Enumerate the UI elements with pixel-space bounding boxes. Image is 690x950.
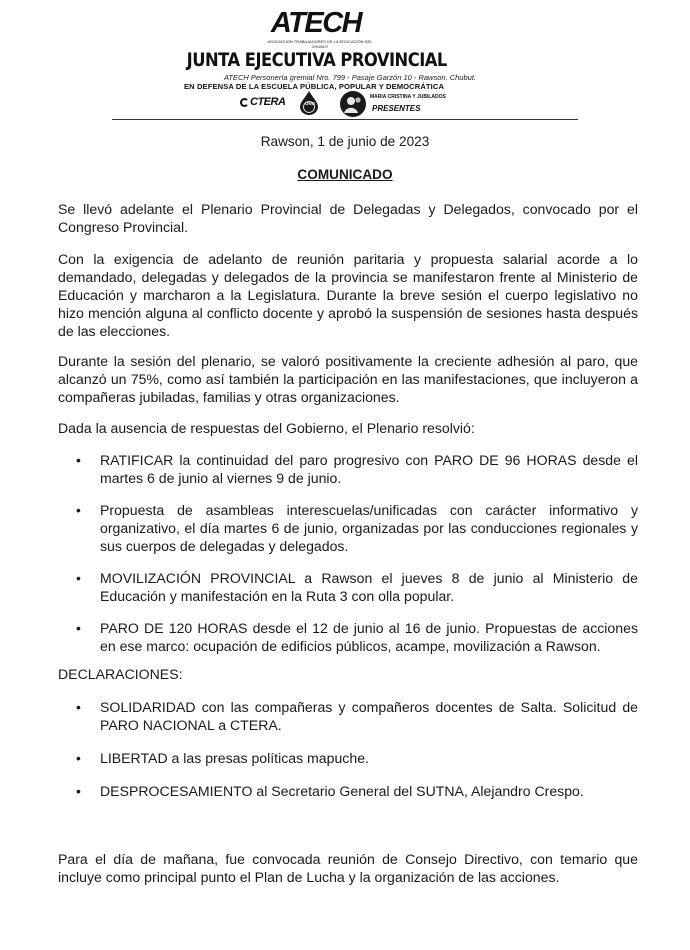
partner-logos xyxy=(240,90,520,118)
document-page: ATECH ASOCIACIÓN TRABAJADORES DE LA EDUCACIÓN DEL CHUBUT JUNTA EJECUTIVA PROVINCIAL ATECH Personería gremial Nro. 799 - Pasaje Garzón 10 - Rawson. Chubut. EN DEFENSA DE LA ESCUELA PÚBLICA, POPULAR Y DEMOCRÁTICA CTERA ONG MARIA CRISTINA Y JUBILADOS PRESENTES Rawson, 1 de junio de 2023 COMUNICADO Se llevó adelante el Plenario Provincial de Delegadas y Delegados, convocado por el Congreso Provincial. Con la exigencia de adelanto de reunión paritaria y propuesta salarial acorde a lo demandado, delegadas y delegados de la provincia se manifestaron frente al Ministerio de Educación y marcharon a la Legislatura. Durante la breve sesión el cuerpo legislativo no hizo mención alguna al conflicto docente y aprobó la suspensión de sesiones hasta después de las elecciones. Durante la sesión del plenario, se valoró positivamente la creciente adhesión al paro, que alcanzó un 75%, como así también la participación en las manifestaciones, que incluyeron a compañeras jubiladas, familias y otras organizaciones. Dada la ausencia de respuestas del Gobierno, el Plenario resolvió: • RATIFICAR la continuidad del paro progresivo con PARO DE 96 HORAS desde el martes 6 de junio al viernes 9 de junio. • Propuesta de asambleas interescuelas/unificadas con carácter informativo y organizativo, el día martes 6 de junio, organizadas por las conducciones regionales y sus cuerpos de delegadas y delegados. • MOVILIZACIÓN PROVINCIAL a Rawson el jueves 8 de junio al Ministerio de Educación y manifestación en la Ruta 3 con olla popular. • PARO DE 120 HORAS desde el 12 de junio al 16 de junio. Propuestas de acciones en ese marco: ocupación de edificios públicos, acampe, movilización a Rawson. DECLARACIONES: • SOLIDARIDAD con las compañeras y compañeros docentes de Salta. Solicitud de PARO NACIONAL a CTERA. • LIBERTAD a las presas políticas mapuche. • DESPROCESAMIENTO al Secretario General del SUTNA, Alejandro Crespo. Para el día de mañana, fue convocada reunión de Consejo Directivo, con temario que incluye como principal punto el Plan de Lucha y la organización de las acciones. xyxy=(0,0,690,950)
portrait-badge-icon xyxy=(340,91,366,117)
bullet-icon: • xyxy=(76,620,81,636)
ctera-logo: CTERA xyxy=(240,96,285,108)
ctera-c-icon xyxy=(240,98,249,107)
closing-paragraph: Para el día de mañana, fue convocada reunión de Consejo Directivo, con temario que incluye como principal punto el Plan de Lucha y la organización de las acciones. xyxy=(58,851,638,885)
atech-logo: ATECH xyxy=(270,7,362,39)
bullet-icon: • xyxy=(76,570,81,586)
paragraph-4: Dada la ausencia de respuestas del Gobierno, el Plenario resolvió: xyxy=(58,420,475,436)
drop-logo-text: ONG xyxy=(304,101,316,106)
logo-subtitle: ASOCIACIÓN TRABAJADORES DE LA EDUCACIÓN DEL CHUBUT xyxy=(267,39,373,49)
presentes-label: PRESENTES xyxy=(372,104,421,113)
paragraph-2: Con la exigencia de adelanto de reunión paritaria y propuesta salarial acorde a lo demandado, delegadas y delegados de la provincia se manifestaron frente al Ministerio de Educación y marcharon a la Legislatura. Durante la breve sesión el cuerpo legislativo no hizo mención alguna al conflicto docente y aprobó la suspensión de sesiones hasta después de las elecciones. xyxy=(58,251,638,339)
paragraph-1: Se llevó adelante el Plenario Provincial de Delegadas y Delegados, convocado por el Congreso Provincial. xyxy=(58,201,638,235)
bullet-icon: • xyxy=(76,783,81,799)
paragraph-3: Durante la sesión del plenario, se valoró positivamente la creciente adhesión al paro, que alcanzó un 75%, como así también la participación en las manifestaciones, que incluyeron a compañeras jubiladas, familias y otras organizaciones. xyxy=(58,353,638,405)
letterhead xyxy=(150,6,590,118)
bullet-icon: • xyxy=(76,502,81,518)
presentes-caption: MARIA CRISTINA Y JUBILADOS xyxy=(370,94,446,100)
bullet-icon: • xyxy=(76,750,81,766)
bullet-icon: • xyxy=(76,452,81,468)
bullet-icon: • xyxy=(76,699,81,715)
header-divider xyxy=(112,119,578,120)
org-address: ATECH Personería gremial Nro. 799 - Pasaje Garzón 10 - Rawson. Chubut. xyxy=(223,73,476,82)
document-title: COMUNICADO xyxy=(297,167,393,182)
org-tagline: EN DEFENSA DE LA ESCUELA PÚBLICA, POPULAR Y DEMOCRÁTICA xyxy=(184,82,445,91)
org-title: JUNTA EJECUTIVA PROVINCIAL xyxy=(186,49,447,71)
document-date: Rawson, 1 de junio de 2023 xyxy=(260,134,430,149)
declarations-heading: DECLARACIONES: xyxy=(58,666,183,682)
